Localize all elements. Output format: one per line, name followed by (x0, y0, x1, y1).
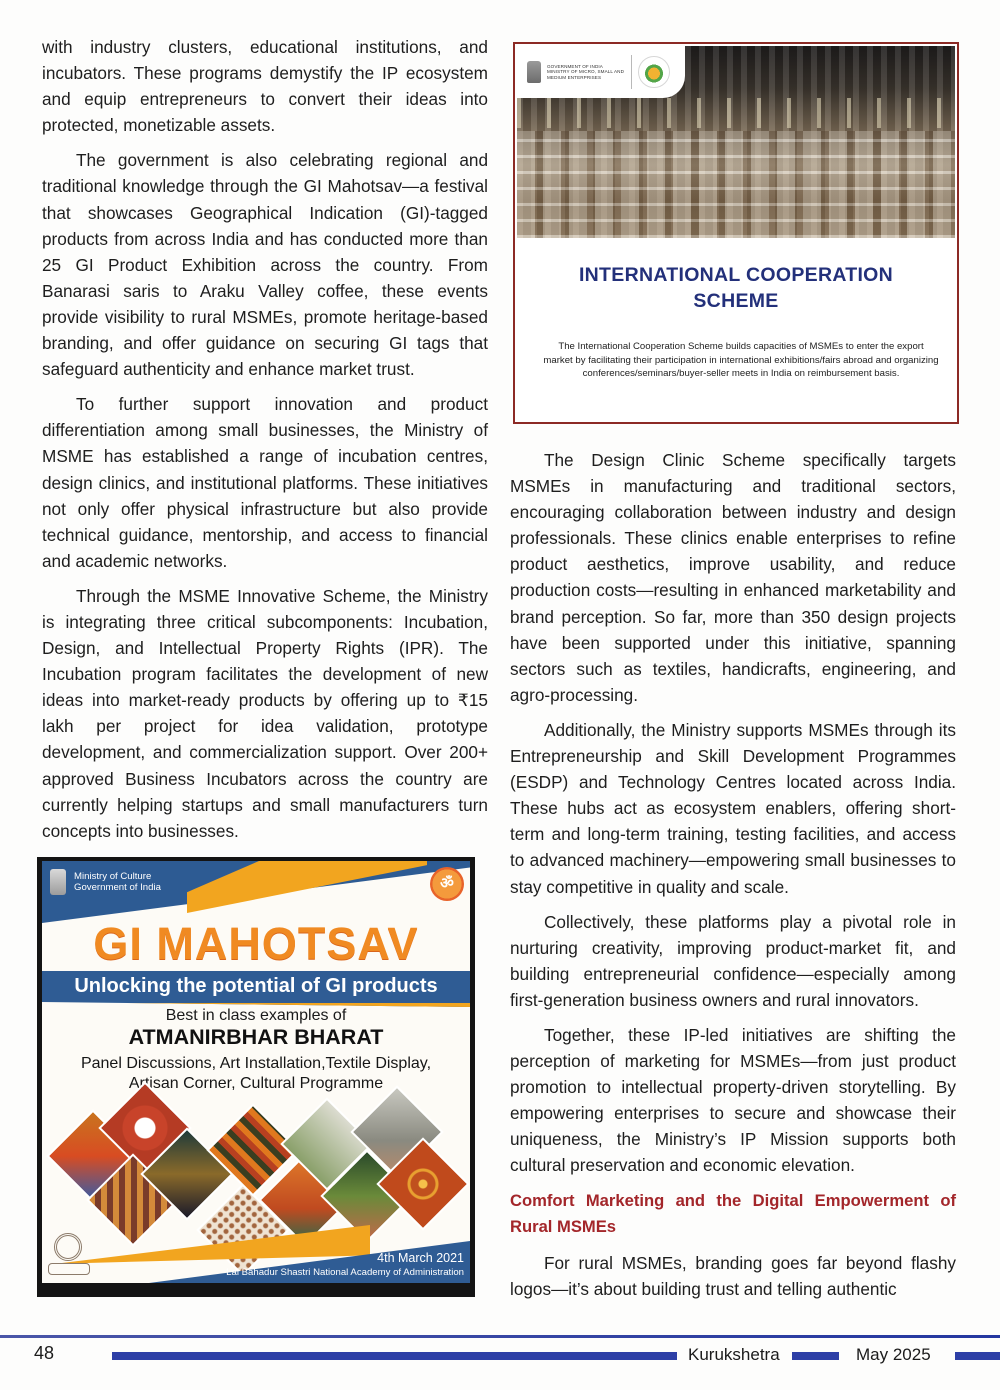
ministry-logo-text: GOVERNMENT OF INDIA MINISTRY OF MICRO, SMALL AND MEDIUM ENTERPRISES (547, 63, 624, 80)
ic-figure-title (515, 262, 957, 314)
gi-mahotsav-poster (37, 857, 475, 1297)
paragraph: To further support innovation and product differentiation among small businesses, the Ministry of MSME has established a range of incubation centres, design clinics, and institutional platforms. These initiatives not only offer physical infrastructure but also provide technical guidance, mentorship, and access to financial and academic networks. (42, 394, 488, 571)
poster-tagline: Unlocking the potential of GI products (74, 975, 438, 997)
logo-divider (631, 55, 632, 89)
issue-date: May 2025 (856, 1345, 931, 1364)
magazine-name: Kurukshetra (688, 1345, 780, 1364)
events-line: Panel Discussions, Art Installation,Textile Display, (80, 1055, 432, 1072)
best-in-class-label: Best in class examples of (165, 1007, 347, 1024)
poster-venue: Lal Bahadur Shastri National Academy of Administration (226, 1267, 464, 1278)
gi-product-tiles (42, 1101, 470, 1251)
ministry-line: Ministry of Culture (74, 871, 152, 882)
exhibition-hall-photo (517, 46, 955, 238)
left-column (42, 34, 488, 853)
lbsnaa-seal-icon (48, 1227, 88, 1279)
page-number: 48 (34, 1343, 55, 1363)
ic-title-line1: INTERNATIONAL COOPERATION (578, 264, 894, 286)
paragraph: Collectively, these platforms play a pivotal role in nurturing creativity, improving product-market fit, and building entrepreneurial confidence—especially among first-generation business owners and rural innovators. (510, 911, 956, 1010)
poster-title: GI MAHOTSAV (93, 918, 419, 969)
gi-mahotsav-logo-icon: ॐ (430, 867, 464, 901)
ministry-of-culture-label (74, 871, 161, 893)
atmanirbhar-heading: ATMANIRBHAR BHARAT (128, 1025, 384, 1049)
footer-bar (792, 1352, 839, 1360)
events-line: Artisan Corner, Cultural Programme (128, 1074, 384, 1092)
paragraph: Through the MSME Innovative Scheme, the Ministry is integrating three critical subcomponents: Incubation, Design, and Intellectual Property Rights (IPR). The Incubation program facilitates the development of new ideas into market-ready products by offering up to ₹15 lakh per project for idea validation, prototype development, and commercialization support. Over 200+ approved Business Incubators across the country are currently helping startups and small manufacturers turn concepts into businesses. (42, 585, 488, 841)
ic-figure-description: The International Cooperation Scheme builds capacities of MSMEs to enter the export market by facilitating their participation in international exhibitions/fairs abroad and organizing conferences/seminars/buyer-seller meets in India on reimbursement basis. (543, 341, 939, 380)
paragraph: The Design Clinic Scheme specifically targets MSMEs in manufacturing and traditional sectors, encouraging collaboration between industry and design professionals. These clinics enable enterprises to refine product aesthetics, improve usability, and reduce production costs—resulting in enhanced marketability and brand perception. So far, more than 350 design projects have been supported under this initiative, spanning sectors such as textiles, handicrafts, engineering, and agro-processing. (510, 450, 956, 705)
footer-rule (0, 1335, 1000, 1338)
national-emblem-icon (527, 61, 541, 83)
paragraph: with industry clusters, educational institutions, and incubators. These programs demystify the IP ecosystem and equip entrepreneurs to convert their ideas into protected, monetizable assets. (42, 37, 488, 136)
national-emblem-icon (50, 869, 66, 895)
ceiling-lights (517, 98, 955, 128)
paragraph: For rural MSMEs, branding goes far beyond flashy logos—it’s about building trust and telling authentic (510, 1252, 956, 1299)
msme-seal-icon (638, 56, 670, 88)
section-subheading: Comfort Marketing and the Digital Empowerment of Rural MSMEs (510, 1190, 956, 1236)
footer-bar (112, 1352, 677, 1360)
paragraph: Together, these IP-led initiatives are shifting the perception of marketing for MSMEs—from just product promotion to intellectual property-driven storytelling. By empowering enterprises to secure and showcase their uniqueness, the Ministry’s IP Mission supports both cultural preservation and economic elevation. (510, 1024, 956, 1176)
footer-bar (955, 1352, 1000, 1360)
government-line: Government of India (74, 882, 161, 893)
right-column (510, 447, 956, 1311)
paragraph: Additionally, the Ministry supports MSMEs through its Entrepreneurship and Skill Development Programmes (ESDP) and Technology Centres located across India. These hubs act as ecosystem enablers, offering short-term and long-term training, testing facilities, and access to advanced machinery—empowering small businesses to stay competitive in quality and scale. (510, 719, 956, 897)
ic-title-line2: SCHEME (693, 290, 779, 312)
ministry-logo-card (517, 46, 685, 98)
exhibition-booths (517, 131, 955, 238)
poster-events (42, 1054, 470, 1093)
paragraph: The government is also celebrating regional and traditional knowledge through the GI Mahotsav—a festival that showcases Geographical Indication (GI)-tagged products from across India and has conducted more than 25 GI Product Exhibition across the country. From Banarasi saris to Araku Valley coffee, these events provide visibility to rural MSMEs, promote heritage-based branding, and offer guidance on securing GI tags that safeguard authenticity and enhance market trust. (42, 150, 488, 380)
poster-date: 4th March 2021 (377, 1251, 464, 1265)
international-cooperation-figure (513, 42, 959, 424)
